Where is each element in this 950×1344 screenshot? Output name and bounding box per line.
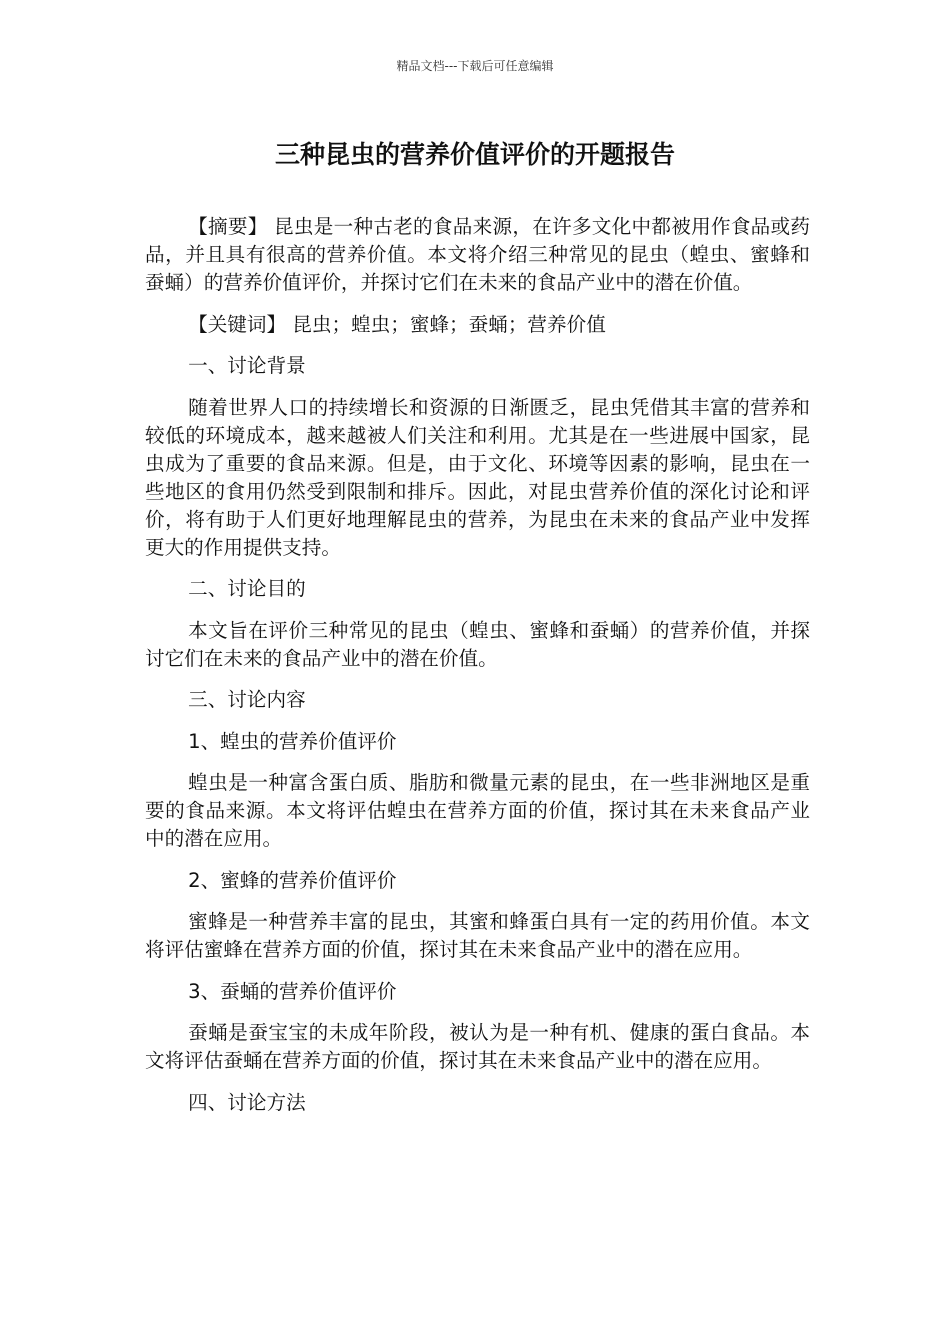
subsection-text-bee: 蜜蜂是一种营养丰富的昆虫，其蜜和蜂蛋白具有一定的药用价值。本文将评估蜜蜂在营养方面的价值，探讨其在未来食品产业中的潜在应用。 — [145, 910, 810, 961]
subsection-heading-bee: 2、蜜蜂的营养价值评价 — [188, 868, 397, 892]
document-body — [145, 213, 810, 1130]
keywords-paragraph: 【关键词】 昆虫；蝗虫；蜜蜂；蚕蛹；营养价值 — [188, 312, 606, 336]
header-note: 精品文档---下载后可任意编辑 — [396, 59, 554, 73]
section-text-background: 随着世界人口的持续增长和资源的日渐匮乏，昆虫凭借其丰富的营养和较低的环境成本，越来越被人们关注和利用。尤其是在一些进展中国家，昆虫成为了重要的食品来源。但是，由于文化、环境等因素的影响，昆虫在一些地区的食用仍然受到限制和排斥。因此，对昆虫营养价值的深化讨论和评价，将有助于人们更好地理解昆虫的营养，为昆虫在未来的食品产业中发挥更大的作用提供支持。 — [145, 395, 810, 559]
section-heading-method: 四、讨论方法 — [188, 1090, 306, 1114]
subsection-text-locust: 蝗虫是一种富含蛋白质、脂肪和微量元素的昆虫，在一些非洲地区是重要的食品来源。本文将评估蝗虫在营养方面的价值，探讨其在未来食品产业中的潜在应用。 — [145, 771, 810, 850]
document-title: 三种昆虫的营养价值评价的开题报告 — [274, 140, 675, 169]
section-text-purpose: 本文旨在评价三种常见的昆虫（蝗虫、蜜蜂和蚕蛹）的营养价值，并探讨它们在未来的食品产业中的潜在价值。 — [145, 618, 810, 670]
subsection-text-silkworm: 蚕蛹是蚕宝宝的未成年阶段，被认为是一种有机、健康的蛋白食品。本文将评估蚕蛹在营养方面的价值，探讨其在未来食品产业中的潜在应用。 — [145, 1021, 810, 1072]
section-heading-purpose: 二、讨论目的 — [188, 577, 306, 600]
section-heading-background: 一、讨论背景 — [188, 354, 306, 377]
subsection-heading-locust: 1、蝗虫的营养价值评价 — [188, 729, 397, 753]
abstract-paragraph: 【摘要】 昆虫是一种古老的食品来源，在许多文化中都被用作食品或药品，并且具有很高的营养价值。本文将介绍三种常见的昆虫（蝗虫、蜜蜂和蚕蛹）的营养价值评价，并探讨它们在未来的食品产业中的潜在价值。 — [145, 215, 810, 294]
section-heading-content: 三、讨论内容 — [188, 688, 306, 711]
subsection-heading-silkworm: 3、蚕蛹的营养价值评价 — [188, 979, 397, 1003]
